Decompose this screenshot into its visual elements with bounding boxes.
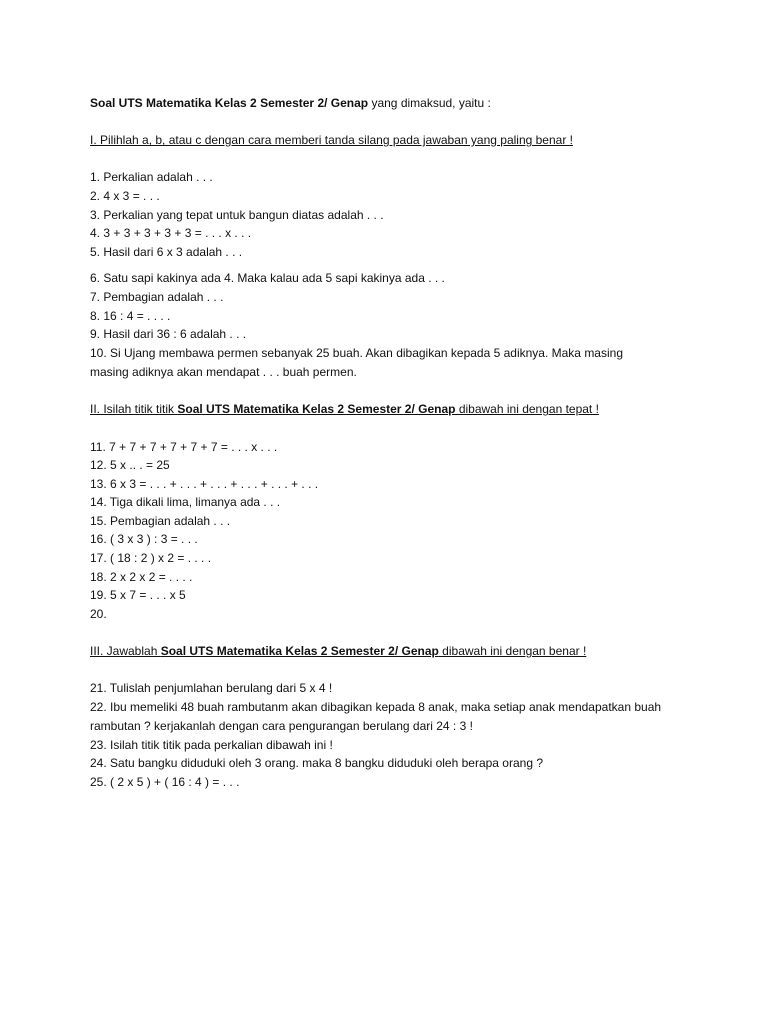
- section2-heading-suffix: dibawah ini dengan tepat !: [455, 402, 599, 417]
- question-1: 1. Perkalian adalah . . .: [90, 170, 213, 185]
- question-16: 16. ( 3 x 3 ) : 3 = . . .: [90, 532, 198, 547]
- question-15: 15. Pembagian adalah . . .: [90, 513, 231, 528]
- question-2: 2. 4 x 3 = . . .: [90, 188, 160, 203]
- question-24: 24. Satu bangku diduduki oleh 3 orang. maka 8 bangku diduduki oleh berapa orang ?: [90, 756, 544, 771]
- question-8: 8. 16 : 4 = . . . .: [90, 308, 171, 323]
- section2-heading-bold: Soal UTS Matematika Kelas 2 Semester 2/ Genap: [177, 402, 456, 417]
- question-23: 23. Isilah titik titik pada perkalian dibawah ini !: [90, 737, 333, 752]
- question-21: 21. Tulislah penjumlahan berulang dari 5 x 4 !: [90, 681, 333, 696]
- section3-heading: [90, 642, 690, 661]
- section3-heading-prefix: III. Jawablah: [90, 644, 161, 659]
- question-19: 19. 5 x 7 = . . . x 5: [90, 588, 186, 603]
- section2-heading-prefix: II. Isilah titik titik: [90, 402, 178, 417]
- question-14: 14. Tiga dikali lima, limanya ada . . .: [90, 495, 281, 510]
- question-3: 3. Perkalian yang tepat untuk bangun diatas adalah . . .: [90, 207, 384, 222]
- section2-heading: [90, 400, 690, 419]
- question-22: 22. Ibu memeliki 48 buah rambutanm akan dibagikan kepada 8 anak, maka setiap anak mendapatkan buah rambutan ? kerjakanlah dengan cara pengurangan berulang dari 24 : 3 !: [90, 699, 662, 733]
- document-page: [90, 94, 690, 792]
- question-11: 11. 7 + 7 + 7 + 7 + 7 + 7 = . . . x . . .: [90, 439, 278, 454]
- question-4: 4. 3 + 3 + 3 + 3 + 3 = . . . x . . .: [90, 226, 252, 241]
- section3-heading-suffix: dibawah ini dengan benar !: [438, 644, 587, 659]
- question-10: 10. Si Ujang membawa permen sebanyak 25 buah. Akan dibagikan kepada 5 adiknya. Maka masing masing adiknya akan mendapat . . . buah permen.: [90, 345, 623, 379]
- document-title: [90, 94, 690, 113]
- question-20: 20.: [90, 606, 107, 621]
- document-title-rest: yang dimaksud, yaitu :: [368, 96, 491, 110]
- question-17: 17. ( 18 : 2 ) x 2 = . . . .: [90, 551, 212, 566]
- question-25: 25. ( 2 x 5 ) + ( 16 : 4 ) = . . .: [90, 775, 240, 789]
- document-title-bold: Soal UTS Matematika Kelas 2 Semester 2/ Genap: [90, 96, 369, 110]
- question-12: 12. 5 x .. . = 25: [90, 458, 170, 473]
- question-18: 18. 2 x 2 x 2 = . . . .: [90, 569, 193, 584]
- question-13: 13. 6 x 3 = . . . + . . . + . . . + . . . + . . . + . . .: [90, 476, 319, 491]
- question-7: 7. Pembagian adalah . . .: [90, 289, 224, 304]
- question-5: 5. Hasil dari 6 x 3 adalah . . .: [90, 244, 243, 259]
- question-6: 6. Satu sapi kakinya ada 4. Maka kalau ada 5 sapi kakinya ada . . .: [90, 271, 445, 286]
- section1-heading: I. Pilihlah a, b, atau c dengan cara memberi tanda silang pada jawaban yang paling benar !: [90, 133, 573, 148]
- section3-heading-bold: Soal UTS Matematika Kelas 2 Semester 2/ Genap: [160, 644, 439, 659]
- question-9: 9. Hasil dari 36 : 6 adalah . . .: [90, 327, 247, 342]
